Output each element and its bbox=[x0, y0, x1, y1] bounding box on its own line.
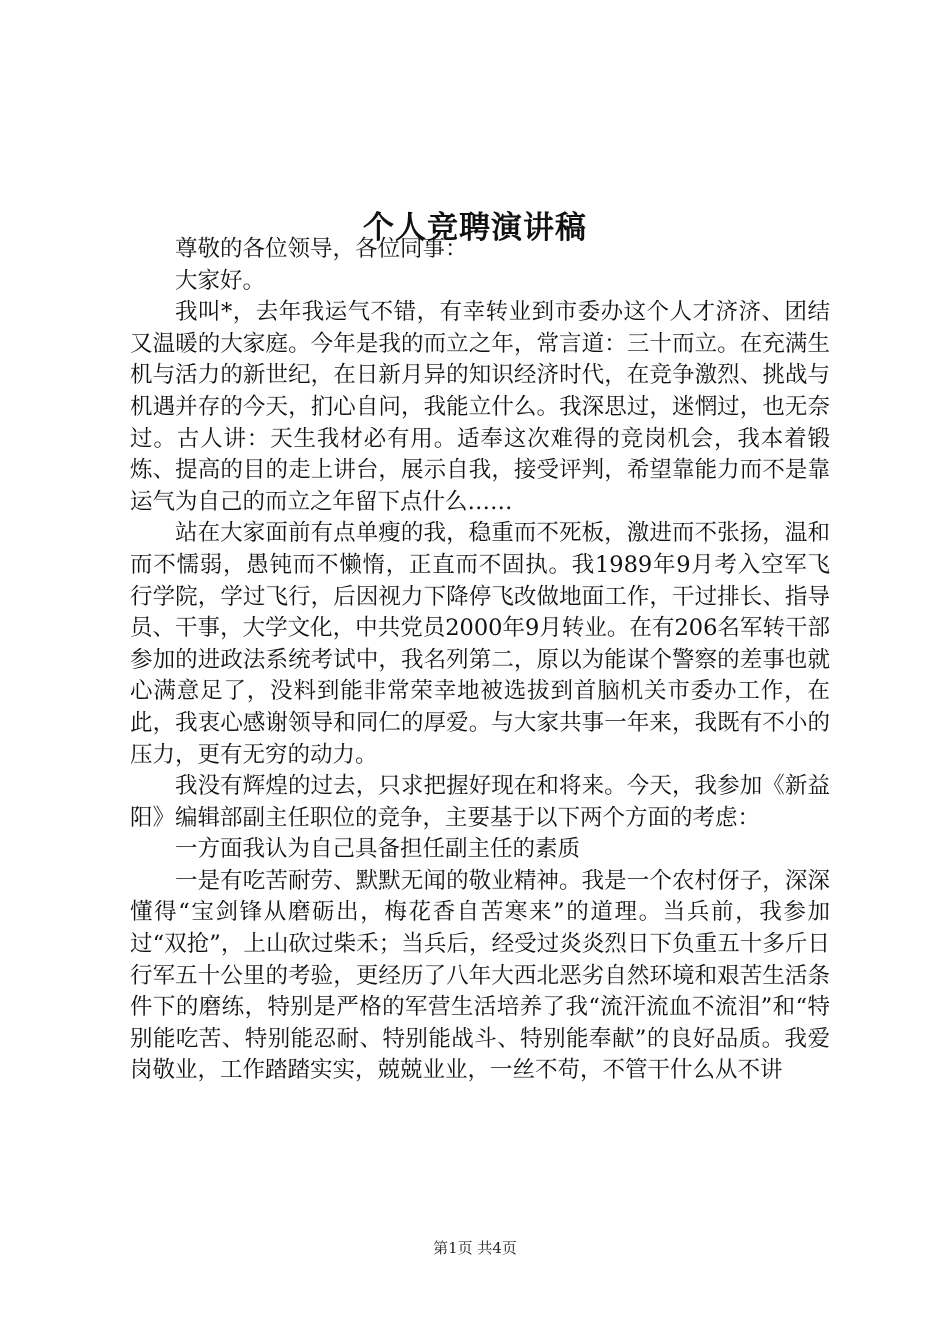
document-title: 个人竞聘演讲稿 bbox=[363, 209, 587, 246]
greeting-paragraph: 大家好。 bbox=[175, 267, 266, 294]
salutation-paragraph: 尊敬的各位领导，各位同事： bbox=[175, 236, 468, 262]
introduction-paragraph: 我叫*，去年我运气不错，有幸转业到市委办这个人才济济、团结又温暖的大家庭。今年是我的而立之年，常言道：三十而立。在充满生机与活力的新世纪，在日新月异的知识经济时代，在竞争激烈、挑战与机遇并存的今天，扪心自问，我能立什么。我深思过，迷惘过，也无奈过。古人讲：天生我材必有用。适奉这次难得的竞岗机会，我本着锻炼、提高的目的走上讲台，展示自我，接受评判，希望靠能力而不是靠运气为自己的而立之年留下点什么…… bbox=[130, 299, 830, 515]
section-heading-paragraph: 一方面我认为自己具备担任副主任的素质 bbox=[175, 836, 581, 863]
dedication-paragraph: 一是有吃苦耐劳、默默无闻的敬业精神。我是一个农村伢子，深深懂得“宝剑锋从磨砺出，梅花香自苦寒来”的道理。当兵前，我参加过“双抢”，上山砍过柴禾；当兵后，经受过炎炎烈日下负重五十多斤日行军五十公里的考验，更经历了八年大西北恶劣自然环境和艰苦生活条件下的磨练，特别是严格的军营生活培养了我“流汗流血不流泪”和“特别能吃苦、特别能忍耐、特别能战斗、特别能奉献”的良好品质。我爱岗敬业，工作踏踏实实，兢兢业业，一丝不苟，不管干什么从不讲 bbox=[130, 867, 830, 1084]
document-body bbox=[130, 234, 830, 1087]
motivation-paragraph: 我没有辉煌的过去，只求把握好现在和将来。今天，我参加《新益阳》编辑部副主任职位的竞争，主要基于以下两个方面的考虑： bbox=[130, 773, 830, 831]
page-number-footer: 第1页 共4页 bbox=[433, 1239, 517, 1257]
background-paragraph: 站在大家面前有点单瘦的我，稳重而不死板，激进而不张扬，温和而不懦弱，愚钝而不懒惰，正直而不固执。我1989年9月考入空军飞行学院，学过飞行，后因视力下降停飞改做地面工作，干过排长、指导员、干事，大学文化，中共党员2000年9月转业。在有206名军转干部参加的进政法系统考试中，我名列第二，原以为能谋个警察的差事也就心满意足了，没料到能非常荣幸地被选拔到首脑机关市委办工作，在此，我衷心感谢领导和同仁的厚爱。与大家共事一年来，我既有不小的压力，更有无穷的动力。 bbox=[130, 520, 830, 768]
